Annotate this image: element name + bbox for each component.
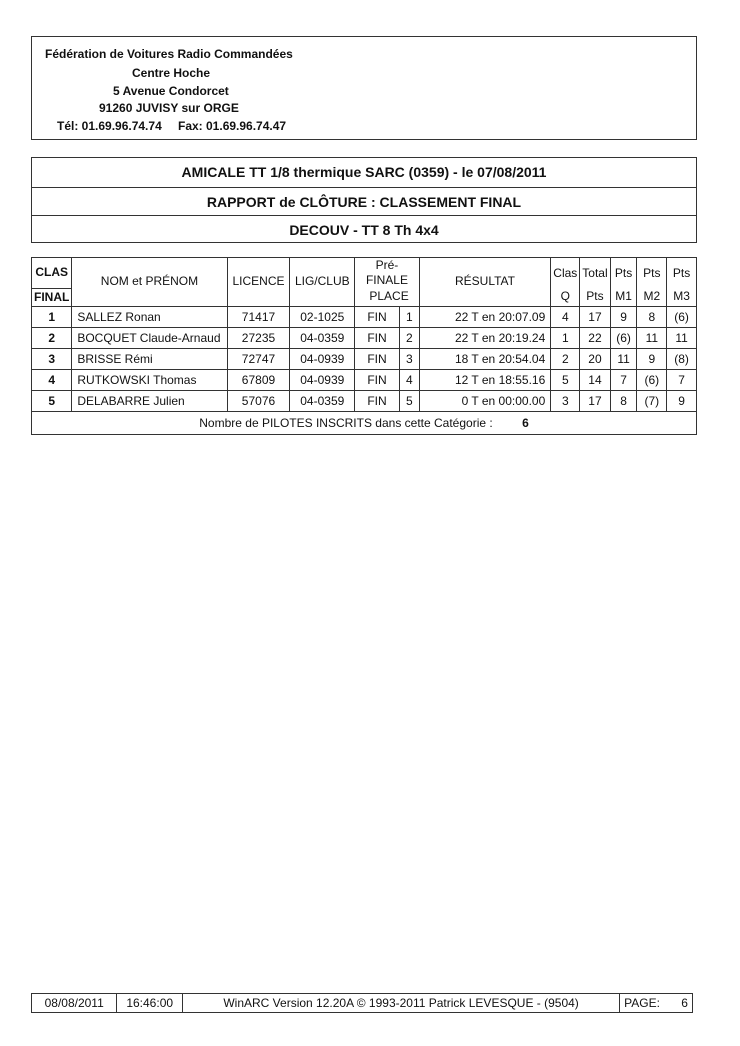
table-row	[32, 390, 697, 411]
cell-result: 12 T en 18:55.16	[419, 369, 551, 390]
header-resultat: RÉSULTAT	[419, 258, 551, 307]
header-prefinale-2: PLACE	[355, 288, 420, 306]
cell-clas-q: 3	[551, 390, 580, 411]
footer-page	[620, 994, 693, 1013]
cell-result: 22 T en 20:07.09	[419, 306, 551, 327]
cell-pts-m2: 11	[637, 327, 667, 348]
header-pts-m3-2: M3	[667, 288, 697, 306]
federation-fax: Fax: 01.69.96.74.47	[178, 119, 287, 133]
header-licence: LICENCE	[227, 258, 290, 307]
registered-pilots-count: 6	[522, 415, 529, 430]
cell-fin: FIN	[355, 327, 400, 348]
footer-time: 16:46:00	[117, 994, 183, 1013]
cell-fin: FIN	[355, 369, 400, 390]
cell-place: 5	[399, 390, 419, 411]
table-footer-row	[32, 411, 697, 434]
table-header-row	[32, 258, 697, 289]
cell-fin: FIN	[355, 348, 400, 369]
cell-club: 04-0359	[290, 327, 355, 348]
cell-pts-m1: 7	[610, 369, 637, 390]
cell-pts-m1: (6)	[610, 327, 637, 348]
header-clas-final-2: FINAL	[32, 288, 72, 306]
cell-pts-m1: 9	[610, 306, 637, 327]
cell-licence: 71417	[227, 306, 290, 327]
header-clas-q-2: Q	[551, 288, 580, 306]
federation-header-box	[31, 36, 697, 140]
footer-software: WinARC Version 12.20A © 1993-2011 Patrick LEVESQUE - (9504)	[183, 994, 620, 1013]
cell-club: 04-0939	[290, 348, 355, 369]
cell-result: 22 T en 20:19.24	[419, 327, 551, 348]
cell-place: 2	[399, 327, 419, 348]
event-title: AMICALE TT 1/8 thermique SARC (0359) - le 07/08/2011	[181, 164, 547, 180]
header-clas-q: Clas	[551, 258, 580, 289]
header-pts-m1-2: M1	[610, 288, 637, 306]
cell-pts-m1: 8	[610, 390, 637, 411]
cell-name: DELABARRE Julien	[72, 390, 227, 411]
report-title: RAPPORT de CLÔTURE : CLASSEMENT FINAL	[32, 187, 696, 216]
cell-result: 18 T en 20:54.04	[419, 348, 551, 369]
cell-total: 14	[580, 369, 610, 390]
cell-club: 02-1025	[290, 306, 355, 327]
footer-page-label: PAGE:	[624, 996, 660, 1010]
cell-rank: 4	[32, 369, 72, 390]
header-clas-final: CLAS	[32, 258, 72, 289]
header-pts-m2: Pts	[637, 258, 667, 289]
cell-pts-m3: 11	[667, 327, 697, 348]
cell-fin: FIN	[355, 306, 400, 327]
category-title: DECOUV - TT 8 Th 4x4	[32, 215, 696, 244]
cell-name: SALLEZ Ronan	[72, 306, 227, 327]
header-pts-m2-2: M2	[637, 288, 667, 306]
header-prefinale: Pré-FINALE	[355, 258, 420, 289]
cell-clas-q: 2	[551, 348, 580, 369]
cell-licence: 72747	[227, 348, 290, 369]
cell-fin: FIN	[355, 390, 400, 411]
header-total: Total	[580, 258, 610, 289]
cell-rank: 2	[32, 327, 72, 348]
table-row	[32, 327, 697, 348]
federation-name: Fédération de Voitures Radio Commandées	[45, 47, 293, 61]
cell-licence: 57076	[227, 390, 290, 411]
cell-name: BRISSE Rémi	[72, 348, 227, 369]
cell-rank: 3	[32, 348, 72, 369]
cell-clas-q: 4	[551, 306, 580, 327]
cell-total: 22	[580, 327, 610, 348]
federation-address-line: 5 Avenue Condorcet	[113, 84, 229, 98]
table-row	[32, 369, 697, 390]
header-pts-m3: Pts	[667, 258, 697, 289]
table-row	[32, 348, 697, 369]
cell-rank: 5	[32, 390, 72, 411]
cell-place: 4	[399, 369, 419, 390]
federation-address-line: Centre Hoche	[132, 66, 211, 80]
cell-total: 17	[580, 306, 610, 327]
header-total-2: Pts	[580, 288, 610, 306]
cell-club: 04-0939	[290, 369, 355, 390]
cell-pts-m3: 9	[667, 390, 697, 411]
cell-pts-m3: 7	[667, 369, 697, 390]
cell-pts-m1: 11	[610, 348, 637, 369]
cell-result: 0 T en 00:00.00	[419, 390, 551, 411]
results-table	[31, 257, 697, 435]
cell-pts-m3: (8)	[667, 348, 697, 369]
federation-tel: Tél: 01.69.96.74.74	[57, 119, 162, 133]
cell-place: 1	[399, 306, 419, 327]
registered-pilots-summary	[32, 411, 697, 434]
cell-pts-m2: (6)	[637, 369, 667, 390]
cell-licence: 27235	[227, 327, 290, 348]
cell-pts-m2: (7)	[637, 390, 667, 411]
header-pts-m1: Pts	[610, 258, 637, 289]
cell-club: 04-0359	[290, 390, 355, 411]
cell-rank: 1	[32, 306, 72, 327]
cell-clas-q: 1	[551, 327, 580, 348]
title-box	[31, 157, 697, 243]
header-name: NOM et PRÉNOM	[72, 258, 227, 307]
cell-place: 3	[399, 348, 419, 369]
cell-name: RUTKOWSKI Thomas	[72, 369, 227, 390]
page-footer	[31, 993, 693, 1013]
cell-clas-q: 5	[551, 369, 580, 390]
cell-pts-m2: 9	[637, 348, 667, 369]
header-club: LIG/CLUB	[290, 258, 355, 307]
footer-date: 08/08/2011	[32, 994, 117, 1013]
table-row	[32, 306, 697, 327]
cell-total: 20	[580, 348, 610, 369]
cell-pts-m2: 8	[637, 306, 667, 327]
cell-pts-m3: (6)	[667, 306, 697, 327]
footer-page-number: 6	[681, 996, 688, 1010]
federation-address-line: 91260 JUVISY sur ORGE	[99, 101, 239, 115]
cell-licence: 67809	[227, 369, 290, 390]
registered-pilots-label: Nombre de PILOTES INSCRITS dans cette Catégorie :	[199, 415, 493, 430]
cell-name: BOCQUET Claude-Arnaud	[72, 327, 227, 348]
cell-total: 17	[580, 390, 610, 411]
